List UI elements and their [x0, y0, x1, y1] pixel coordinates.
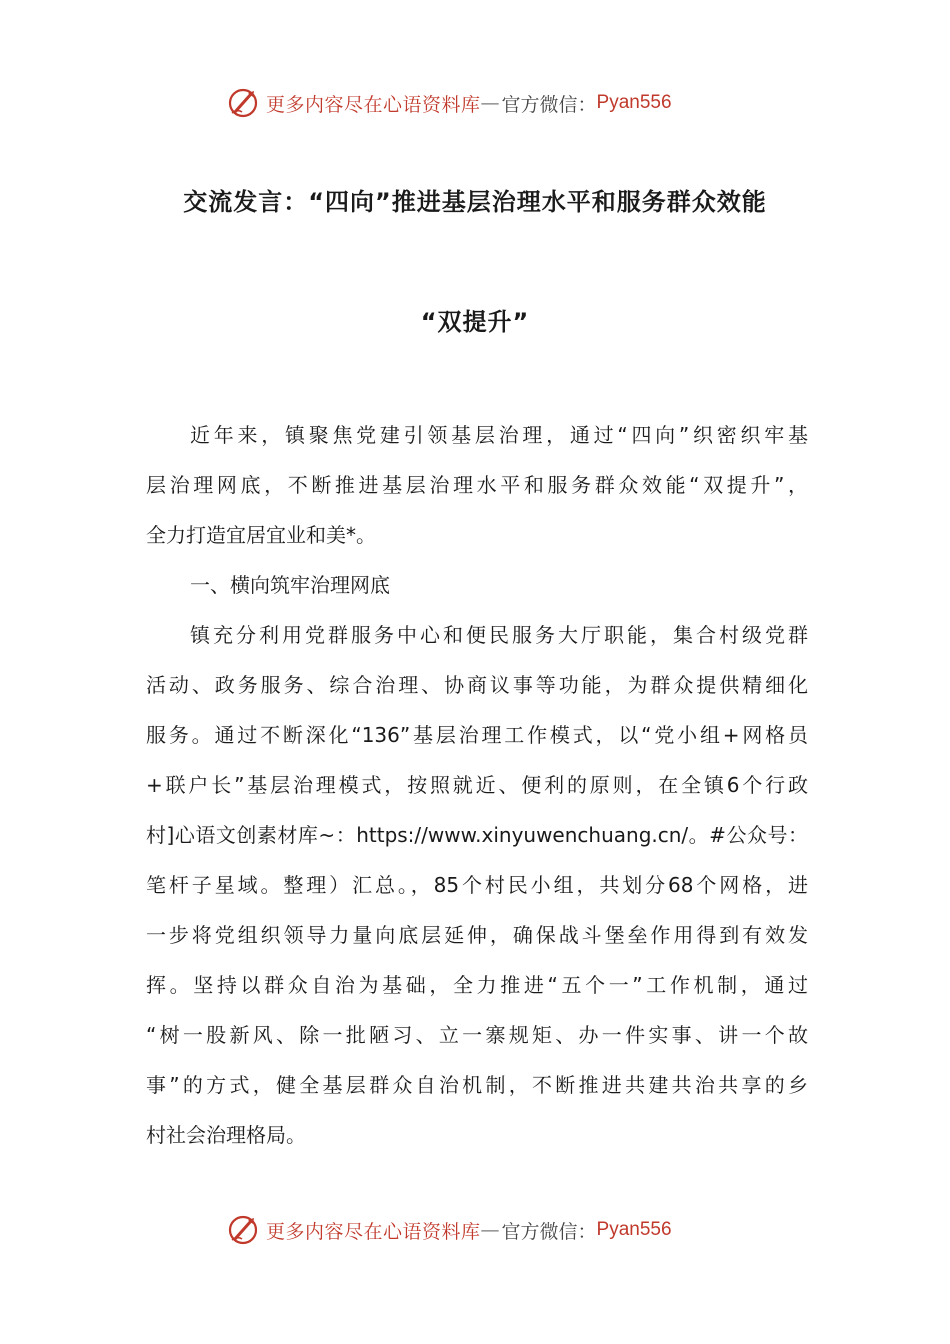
body-line: 活动、政务服务、综合治理、协商议事等功能，为群众提供精细化 — [146, 673, 808, 697]
banner-separator: — — [480, 92, 500, 114]
body-line: 镇充分利用党群服务中心和便民服务大厅职能，集合村级党群 — [190, 623, 808, 647]
banner-wechat-id: Pyan556 — [596, 92, 672, 113]
pen-logo-icon — [226, 1212, 262, 1248]
body-line: +联户长”基层治理模式，按照就近、便利的原则，在全镇6个行政 — [146, 773, 808, 797]
body-line: 层治理网底，不断推进基层治理水平和服务群众效能“双提升”， — [146, 473, 808, 497]
body-line: “树一股新风、除一批陋习、立一寨规矩、办一件实事、讲一个故 — [146, 1023, 808, 1047]
body-line: 服务。通过不断深化“136”基层治理工作模式，以“党小组+网格员 — [146, 723, 808, 747]
document-body — [146, 410, 808, 1160]
body-line: 全力打造宜居宜业和美*。 — [146, 523, 376, 547]
body-line: 笔杆子星域。整理）汇总。，85个村民小组，共划分68个网格，进 — [146, 873, 808, 897]
body-line: 村]心语文创素材库~：https://www.xinyuwenchuang.cn/。#公众号： — [146, 823, 808, 847]
section-heading: 一、横向筑牢治理网底 — [190, 573, 390, 597]
body-line: 近年来，镇聚焦党建引领基层治理，通过“四向”织密织牢基 — [190, 423, 808, 447]
body-line: 一步将党组织领导力量向底层延伸，确保战斗堡垒作用得到有效发 — [146, 923, 808, 947]
footer-banner — [0, 1210, 950, 1250]
banner-wechat-label: 官方微信： — [501, 1220, 597, 1243]
pen-logo-icon — [226, 85, 262, 121]
document-title-line-2: “双提升” — [420, 308, 530, 336]
banner-wechat-id: Pyan556 — [596, 1219, 672, 1240]
banner-wechat-label: 官方微信： — [501, 93, 597, 116]
body-line: 挥。坚持以群众自治为基础，全力推进“五个一”工作机制，通过 — [146, 973, 808, 997]
body-line: 事”的方式，健全基层群众自治机制，不断推进共建共治共享的乡 — [146, 1073, 808, 1097]
document-title-line-1: 交流发言：“四向”推进基层治理水平和服务群众效能 — [183, 188, 767, 216]
banner-separator: — — [480, 1219, 500, 1241]
header-banner — [0, 83, 950, 123]
body-line: 村社会治理格局。 — [146, 1123, 306, 1147]
banner-text: 更多内容尽在心语资料库 — [266, 93, 481, 116]
banner-text: 更多内容尽在心语资料库 — [266, 1220, 481, 1243]
